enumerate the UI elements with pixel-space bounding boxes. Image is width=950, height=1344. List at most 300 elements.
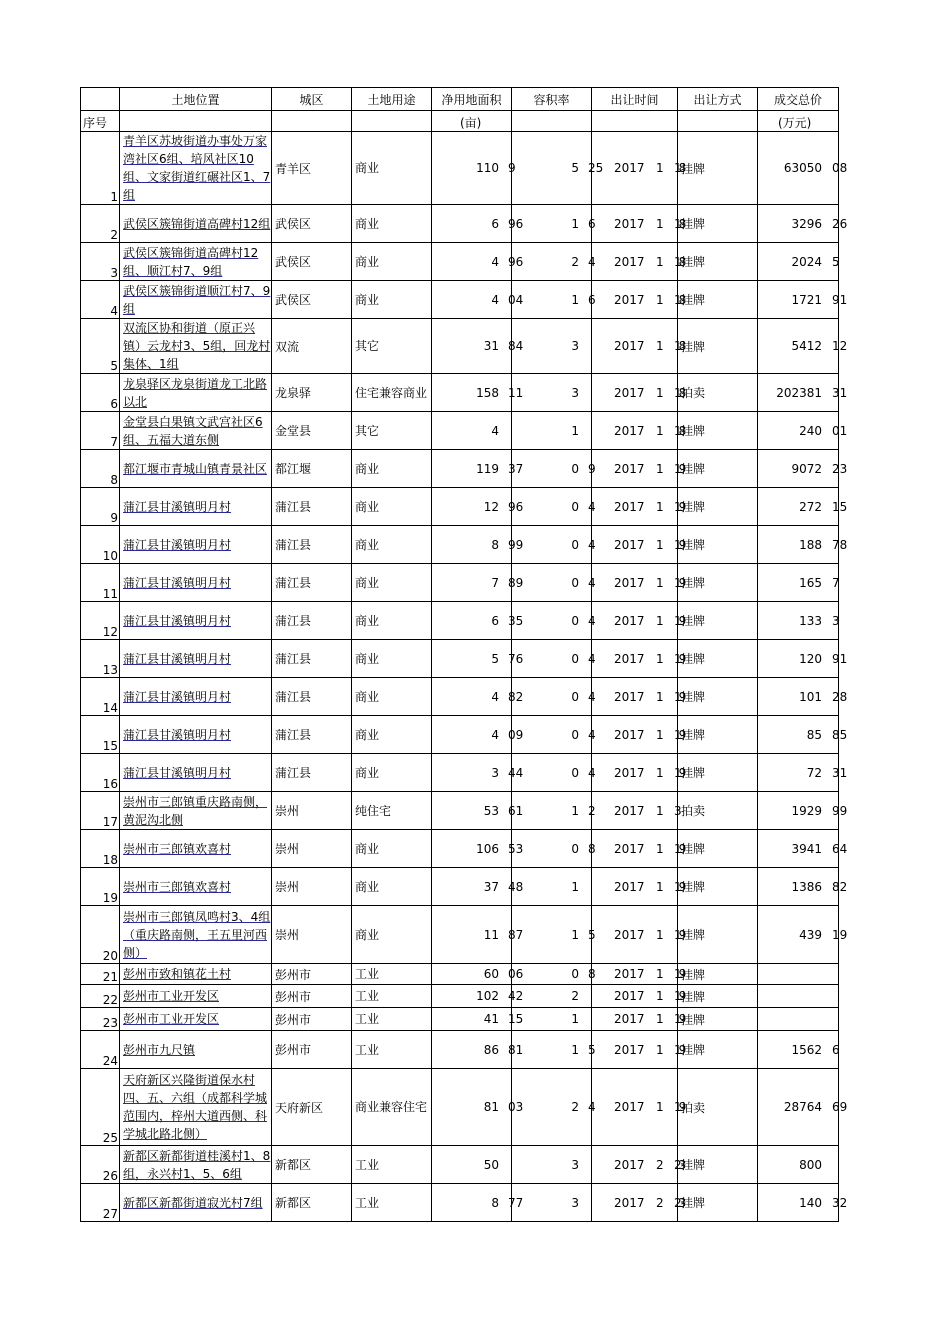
row-far (512, 1008, 592, 1031)
row-far-int: 3 (571, 385, 579, 400)
row-location-text: 彭州市工业开发区 (123, 989, 220, 1003)
row-price (758, 678, 848, 716)
row-price-int: 85 (806, 727, 822, 742)
row-date (592, 906, 684, 964)
row-far-frac: 4 (588, 537, 596, 552)
row-district: 崇州 (272, 830, 352, 868)
row-date (592, 868, 684, 906)
row-area-int: 31 (483, 339, 499, 353)
row-date-day: 19 (674, 727, 684, 742)
row-district: 都江堰 (272, 450, 352, 488)
row-area-int: 110 (476, 161, 499, 175)
row-location (120, 450, 272, 488)
row-area-int: 4 (491, 254, 499, 269)
row-seq: 22 (81, 985, 120, 1008)
row-date-year: 2017 (614, 1195, 645, 1210)
header-location: 土地位置 (120, 88, 272, 111)
row-price-int: 140 (799, 1195, 822, 1210)
row-far-int: 1 (571, 216, 579, 231)
row-price-int: 439 (799, 927, 822, 942)
row-far-frac: 4 (588, 254, 596, 269)
row-far-int: 0 (571, 575, 579, 590)
row-far (512, 412, 592, 450)
table-row (81, 985, 839, 1008)
row-price-int: 165 (799, 575, 822, 590)
row-area (432, 964, 524, 985)
row-area (432, 985, 524, 1008)
row-district: 龙泉驿 (272, 374, 352, 412)
row-price (758, 830, 848, 868)
row-date (592, 488, 684, 526)
row-price-int: 1929 (791, 803, 822, 818)
row-far (512, 868, 592, 906)
row-price-frac: 82 (832, 879, 848, 894)
row-date-year: 2017 (614, 461, 645, 476)
row-district: 双流 (272, 319, 352, 374)
row-far-int: 0 (571, 765, 579, 780)
row-price-frac: 31 (832, 385, 848, 400)
row-far (512, 1184, 592, 1222)
row-location (120, 792, 272, 830)
row-area (432, 602, 524, 640)
row-date (592, 1008, 684, 1031)
row-date-day: 19 (674, 879, 684, 894)
row-date-day: 19 (674, 461, 684, 476)
row-date (592, 319, 684, 374)
row-price (758, 243, 839, 281)
row-date-day: 18 (674, 292, 684, 307)
row-area-frac: 61 (508, 803, 524, 818)
row-date-month: 1 (656, 537, 664, 552)
row-date-month: 1 (656, 879, 664, 894)
row-far-int: 1 (571, 292, 579, 307)
row-far (512, 243, 596, 281)
table-row (81, 1031, 839, 1069)
table-row (81, 678, 839, 716)
row-far (512, 526, 596, 564)
row-seq: 20 (81, 906, 120, 964)
row-area-int: 158 (476, 385, 499, 400)
row-date (592, 754, 684, 792)
row-date-day: 19 (674, 989, 684, 1003)
header-seq: 序号 (81, 111, 120, 132)
row-far (512, 1146, 592, 1184)
row-far-frac: 9 (588, 461, 596, 476)
row-date-year: 2017 (614, 727, 645, 742)
row-district: 蒲江县 (272, 602, 352, 640)
row-date-day: 18 (674, 423, 684, 438)
row-price-frac: 5 (832, 254, 840, 269)
row-date (592, 1146, 684, 1184)
row-area-frac: 44 (508, 765, 524, 780)
row-far-frac: 4 (588, 689, 596, 704)
header-method: 出让方式 (678, 88, 758, 111)
row-location-text: 蒲江县甘溪镇明月村 (123, 651, 232, 666)
row-far (512, 132, 604, 205)
row-method: 挂牌 (678, 243, 758, 281)
row-far-frac: 4 (588, 727, 596, 742)
row-district: 新都区 (272, 1146, 352, 1184)
row-far-int: 3 (571, 1195, 579, 1210)
row-price-int: 240 (799, 423, 822, 438)
row-method: 挂牌 (678, 412, 758, 450)
row-area-frac: 48 (508, 879, 524, 894)
row-area-frac: 87 (508, 927, 524, 942)
row-far-int: 0 (571, 499, 579, 514)
row-price-int: 1562 (791, 1042, 822, 1057)
row-area-frac: 53 (508, 841, 524, 856)
row-price-int: 63050 (783, 161, 822, 175)
row-date-month: 1 (656, 499, 664, 514)
row-district: 蒲江县 (272, 488, 352, 526)
row-area-frac: 06 (508, 967, 524, 981)
row-date-year: 2017 (614, 537, 645, 552)
row-area-frac: 11 (508, 385, 524, 400)
row-far-int: 2 (571, 1100, 579, 1114)
row-date (592, 716, 684, 754)
row-use: 商业 (352, 132, 432, 205)
row-seq: 10 (81, 526, 120, 564)
row-method: 拍卖 (678, 792, 758, 830)
row-seq: 21 (81, 964, 120, 985)
row-date-day: 18 (674, 216, 684, 231)
row-price (758, 1069, 848, 1146)
row-location-text: 武侯区簇锦街道高碑村12组 (123, 216, 271, 231)
row-use: 纯住宅 (352, 792, 432, 830)
table-row (81, 1008, 839, 1031)
row-far-int: 2 (571, 989, 579, 1003)
row-far (512, 678, 596, 716)
row-method: 挂牌 (678, 450, 758, 488)
row-date-month: 1 (656, 689, 664, 704)
land-transfer-table (80, 87, 848, 1222)
header-district: 城区 (272, 88, 352, 111)
row-area-int: 3 (491, 765, 499, 780)
header-date: 出让时间 (592, 88, 678, 111)
row-far-int: 5 (571, 161, 579, 175)
row-far-int: 1 (571, 803, 579, 818)
row-date-day: 3 (674, 803, 679, 818)
row-date-month: 1 (656, 1012, 664, 1026)
row-area-int: 4 (491, 689, 499, 704)
header-price: 成交总价 (758, 88, 839, 111)
row-price-frac: 6 (832, 1042, 840, 1057)
row-location (120, 602, 272, 640)
row-area (432, 678, 524, 716)
row-area (432, 830, 524, 868)
row-far-int: 3 (571, 1157, 579, 1172)
row-seq: 8 (81, 450, 120, 488)
row-date-month: 1 (656, 461, 664, 476)
row-far-int: 0 (571, 689, 579, 704)
row-date (592, 412, 684, 450)
row-area-int: 8 (491, 537, 499, 552)
row-price (758, 564, 839, 602)
row-price-int: 272 (799, 499, 822, 514)
row-far-int: 0 (571, 461, 579, 476)
row-price-int: 800 (799, 1157, 822, 1172)
row-date-year: 2017 (614, 385, 645, 400)
header-blank (592, 111, 678, 132)
row-date-year: 2017 (614, 967, 645, 981)
row-location (120, 1146, 272, 1184)
table-row (81, 564, 839, 602)
row-price (758, 374, 848, 412)
row-date-month: 1 (656, 1100, 664, 1114)
row-price (758, 488, 848, 526)
row-method: 挂牌 (678, 602, 758, 640)
row-area (432, 1008, 524, 1031)
row-method: 挂牌 (678, 754, 758, 792)
row-date (592, 602, 684, 640)
row-area (432, 488, 524, 526)
row-date-year: 2017 (614, 1157, 645, 1172)
row-date (592, 1069, 684, 1146)
row-use: 工业 (352, 1008, 432, 1031)
row-location-text: 蒲江县甘溪镇明月村 (123, 575, 232, 590)
row-date-year: 2017 (614, 292, 645, 307)
row-area-frac: 35 (508, 613, 524, 628)
row-location (120, 564, 272, 602)
header-price-unit: (万元) (758, 111, 839, 132)
row-area-int: 37 (483, 879, 499, 894)
row-area-frac: 76 (508, 651, 524, 666)
row-date-month: 1 (656, 765, 664, 780)
row-far-int: 0 (571, 727, 579, 742)
row-date-day: 19 (674, 575, 684, 590)
row-date-year: 2017 (614, 339, 645, 353)
row-far-int: 3 (571, 339, 579, 353)
row-method: 挂牌 (678, 678, 758, 716)
row-location-text: 蒲江县甘溪镇明月村 (123, 537, 232, 552)
row-district: 崇州 (272, 792, 352, 830)
row-price-frac: 19 (832, 927, 848, 942)
row-date-month: 1 (656, 803, 664, 818)
row-area-int: 53 (483, 803, 499, 818)
row-use: 其它 (352, 412, 432, 450)
row-area (432, 1031, 524, 1069)
row-area (432, 319, 524, 374)
row-date (592, 132, 684, 205)
row-district: 彭州市 (272, 1031, 352, 1069)
row-district: 武侯区 (272, 281, 352, 319)
row-price (758, 1184, 848, 1222)
row-price-frac: 91 (832, 292, 848, 307)
row-district: 彭州市 (272, 964, 352, 985)
row-area (432, 792, 524, 830)
row-price-frac: 32 (832, 1195, 848, 1210)
header-blank (352, 111, 432, 132)
row-method: 挂牌 (678, 1031, 758, 1069)
row-date-day: 19 (674, 927, 684, 942)
row-seq: 16 (81, 754, 120, 792)
row-area-int: 7 (491, 575, 499, 590)
row-price-int: 133 (799, 613, 822, 628)
row-date (592, 964, 684, 985)
row-price (758, 640, 848, 678)
header-area: 净用地面积 (432, 88, 512, 111)
row-price-frac: 23 (832, 461, 848, 476)
row-area-frac: 04 (508, 292, 524, 307)
row-area (432, 716, 524, 754)
row-location (120, 526, 272, 564)
row-far-int: 0 (571, 537, 579, 552)
row-price-frac: 64 (832, 841, 848, 856)
row-far-frac: 4 (588, 575, 596, 590)
row-far-int: 1 (571, 927, 579, 942)
row-area (432, 1184, 524, 1222)
row-method: 挂牌 (678, 985, 758, 1008)
row-area (432, 640, 524, 678)
row-date-year: 2017 (614, 1012, 645, 1026)
row-date-day: 19 (674, 1100, 684, 1114)
row-date-year: 2017 (614, 1100, 645, 1114)
row-seq: 26 (81, 1146, 120, 1184)
row-area (432, 132, 516, 205)
row-location-text: 崇州市三郎镇重庆路南侧，黄泥沟北侧 (123, 794, 268, 827)
row-far-frac: 4 (588, 613, 596, 628)
row-location (120, 754, 272, 792)
row-location-text: 崇州市三郎镇欢喜村 (123, 841, 232, 856)
row-use: 商业 (352, 205, 432, 243)
row-seq: 19 (81, 868, 120, 906)
row-price (758, 412, 848, 450)
row-price (758, 281, 848, 319)
row-seq: 7 (81, 412, 120, 450)
row-date-day: 19 (674, 765, 684, 780)
row-seq: 18 (81, 830, 120, 868)
row-area-int: 6 (491, 613, 499, 628)
row-use: 商业 (352, 488, 432, 526)
row-area (432, 1146, 512, 1184)
row-use: 工业 (352, 1146, 432, 1184)
row-location (120, 1184, 272, 1222)
row-date-year: 2017 (614, 613, 645, 628)
row-location-text: 蒲江县甘溪镇明月村 (123, 499, 232, 514)
row-area (432, 868, 524, 906)
row-location (120, 868, 272, 906)
row-date-day: 23 (674, 1195, 684, 1210)
table-row (81, 132, 839, 205)
row-price (758, 792, 848, 830)
row-district: 蒲江县 (272, 640, 352, 678)
row-location-text: 崇州市三郎镇欢喜村 (123, 879, 232, 894)
row-far-frac: 2 (588, 803, 596, 818)
row-price-frac: 85 (832, 727, 848, 742)
row-date-day: 19 (674, 841, 684, 856)
row-date-year: 2017 (614, 689, 645, 704)
row-date (592, 564, 684, 602)
row-date (592, 1184, 684, 1222)
row-seq: 24 (81, 1031, 120, 1069)
row-seq: 17 (81, 792, 120, 830)
row-price-frac: 15 (832, 499, 848, 514)
row-price-int: 5412 (791, 339, 822, 353)
row-area-int: 119 (476, 461, 499, 476)
row-date-month: 1 (656, 841, 664, 856)
row-far-int: 1 (571, 423, 579, 438)
row-location (120, 1031, 272, 1069)
row-date-day: 19 (674, 967, 684, 981)
table-row (81, 374, 839, 412)
row-area-int: 11 (483, 927, 499, 942)
row-location-text: 双流区协和街道（原正兴镇）云龙村3、5组，回龙村集体、1组 (123, 321, 271, 371)
row-location (120, 964, 272, 985)
row-price-int: 101 (799, 689, 822, 704)
row-price-frac: 3 (832, 613, 840, 628)
row-price (758, 1031, 839, 1069)
row-date-day: 19 (674, 613, 684, 628)
row-location (120, 1069, 272, 1146)
row-price-frac: 7 (832, 575, 840, 590)
table-row (81, 964, 839, 985)
row-date-day: 23 (674, 1157, 684, 1172)
row-location-text: 蒲江县甘溪镇明月村 (123, 765, 232, 780)
row-location-text: 崇州市三郎镇凤鸣村3、4组（重庆路南侧，王五里河西侧） (123, 909, 271, 960)
row-location (120, 132, 272, 205)
row-date (592, 526, 684, 564)
row-date-year: 2017 (614, 499, 645, 514)
row-far-int: 0 (571, 613, 579, 628)
row-location (120, 985, 272, 1008)
row-area (432, 243, 524, 281)
row-date (592, 374, 684, 412)
row-district: 彭州市 (272, 985, 352, 1008)
row-area-frac: 03 (508, 1100, 524, 1114)
row-far (512, 906, 596, 964)
row-district: 新都区 (272, 1184, 352, 1222)
row-area-frac: 84 (508, 339, 524, 353)
row-date-month: 1 (656, 1042, 664, 1057)
row-date-month: 1 (656, 575, 664, 590)
row-use: 其它 (352, 319, 432, 374)
row-date-year: 2017 (614, 927, 645, 942)
row-date-month: 1 (656, 727, 664, 742)
row-use: 商业 (352, 281, 432, 319)
row-area-int: 4 (491, 423, 499, 438)
row-location (120, 205, 272, 243)
row-date-year: 2017 (614, 423, 645, 438)
row-price-int: 2024 (791, 254, 822, 269)
header-blank (272, 111, 352, 132)
row-date (592, 792, 678, 830)
row-seq: 13 (81, 640, 120, 678)
row-location (120, 319, 272, 374)
row-seq: 4 (81, 281, 120, 319)
row-location-text: 蒲江县甘溪镇明月村 (123, 613, 232, 628)
row-price-int: 188 (799, 537, 822, 552)
row-date (592, 985, 684, 1008)
row-area (432, 754, 524, 792)
row-price-int: 1386 (791, 879, 822, 894)
row-area-frac: 89 (508, 575, 524, 590)
header-use: 土地用途 (352, 88, 432, 111)
row-area-int: 4 (491, 292, 499, 307)
row-far (512, 640, 596, 678)
row-area-frac: 81 (508, 1042, 524, 1057)
row-area (432, 205, 524, 243)
row-far-frac: 6 (588, 216, 596, 231)
row-area-frac: 37 (508, 461, 524, 476)
row-area-frac: 96 (508, 254, 524, 269)
row-far-frac: 4 (588, 765, 596, 780)
row-area-frac: 09 (508, 727, 524, 742)
row-far (512, 1031, 596, 1069)
row-seq: 12 (81, 602, 120, 640)
row-district: 蒲江县 (272, 678, 352, 716)
row-price-frac: 99 (832, 803, 848, 818)
row-date (592, 205, 684, 243)
